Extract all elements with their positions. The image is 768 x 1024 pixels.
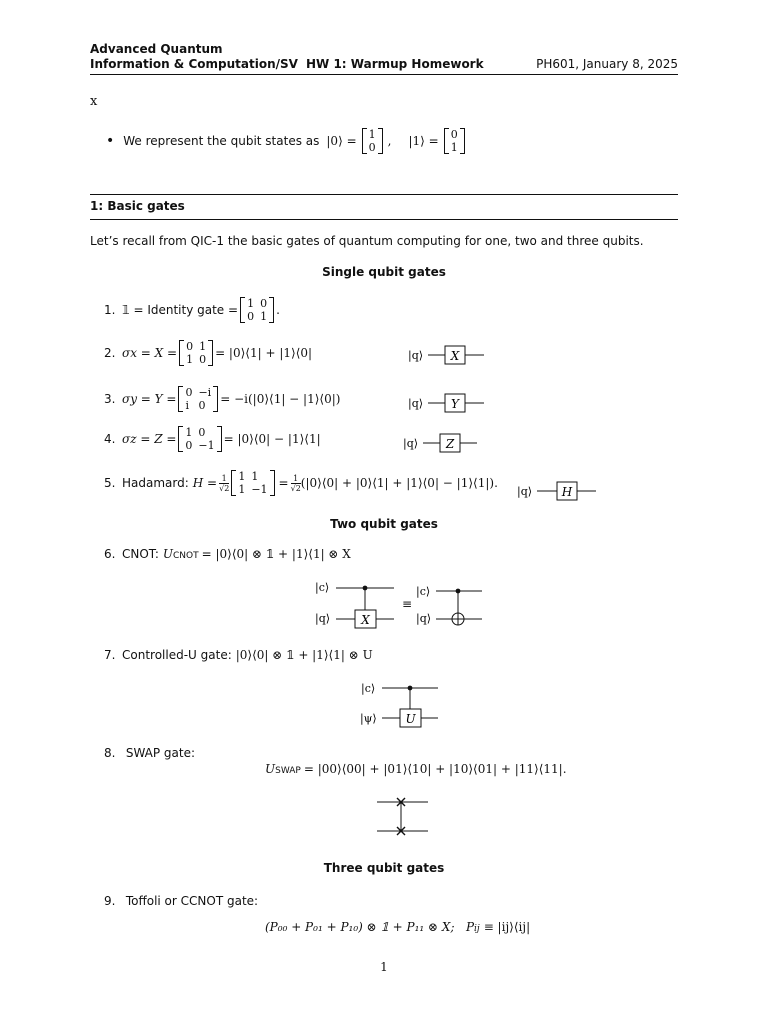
matrix-cell: i [185, 399, 189, 412]
h-gate-circuit [512, 478, 602, 504]
matrix-cell: 1 [247, 297, 255, 310]
qubit-label: |q⟩ [408, 397, 424, 410]
y-gate-label: Y [451, 397, 459, 411]
matrix-cell: 1 [260, 310, 268, 323]
swap-formula-rest: = |00⟩⟨00| + |01⟩⟨10| + |10⟩⟨01| + |11⟩⟨11|. [303, 762, 567, 776]
toffoli-formula-main: (P₀₀ + P₀₁ + P₁₀) ⊗ 𝟙 + P₁₁ ⊗ X; P [265, 920, 475, 934]
swap-subscript: SWAP [275, 766, 301, 776]
z-gate-label: Z [445, 437, 455, 451]
controlled-u-label: Controlled-U gate: [122, 648, 232, 662]
matrix-cell: 0 [185, 386, 193, 399]
header-rule [90, 74, 678, 75]
qubit-label: |q⟩ [403, 437, 419, 450]
matrix-cell: 1 [186, 353, 194, 366]
controlled-u-circuit [358, 676, 448, 732]
controlled-u-formula: |0⟩⟨0| ⊗ 𝟙 + |1⟩⟨1| ⊗ U [235, 648, 373, 662]
equivalence-sign: ≡ [402, 597, 413, 611]
toffoli-subscript: ij [474, 924, 480, 934]
toffoli-formula [265, 920, 530, 934]
matrix-cell: 0 [368, 141, 376, 154]
pauli-y-rhs: = −i(|0⟩⟨1| − |1⟩⟨0|) [220, 392, 341, 406]
homework-title: HW 1: Warmup Homework [306, 57, 484, 71]
item-number: 6. [104, 547, 116, 561]
ket1-label: |1⟩ = [408, 134, 439, 148]
stray-x: x [90, 94, 98, 109]
matrix-cell: 1 [185, 426, 193, 439]
item-number: 3. [104, 392, 116, 406]
fraction-denominator: √2 [219, 483, 230, 493]
subsection-three-qubit: Three qubit gates [323, 861, 445, 875]
item-number: 9. [104, 894, 116, 908]
control-dot [363, 586, 368, 591]
target-label: |q⟩ [416, 612, 432, 625]
hadamard-label: Hadamard: [122, 476, 189, 490]
item-number: 4. [104, 432, 116, 446]
page-number: 1 [380, 960, 388, 974]
section-intro: Let’s recall from QIC-1 the basic gates of quantum computing for one, two and three qubits. [90, 234, 644, 248]
hadamard-matrix [231, 470, 274, 496]
qubit-label: |q⟩ [517, 485, 533, 498]
x-gate-label: X [450, 349, 460, 363]
item-pauli-y [104, 386, 340, 412]
section-title: 1: Basic gates [90, 199, 185, 213]
matrix-cell: 0 [450, 128, 458, 141]
item-number: 1. [104, 303, 116, 317]
pauli-x-matrix [179, 340, 213, 366]
matrix-cell: 0 [198, 426, 206, 439]
cnot-circuit [312, 576, 492, 632]
course-name-line2: Information & Computation/SV [90, 57, 298, 71]
matrix-cell: 0 [186, 340, 194, 353]
control-label: |c⟩ [361, 682, 376, 695]
subsection-two-qubit: Two qubit gates [330, 517, 438, 531]
toffoli-formula-rest: ≡ |ij⟩⟨ij| [483, 920, 531, 934]
pauli-z-rhs: = |0⟩⟨0| − |1⟩⟨1| [223, 432, 321, 446]
control-dot [408, 686, 413, 691]
cnot-formula-rest: = |0⟩⟨0| ⊗ 𝟙 + |1⟩⟨1| ⊗ X [201, 547, 351, 561]
bullet-dot: • [106, 133, 115, 149]
hadamard-lhs: H = [192, 476, 218, 490]
u-gate-label: U [405, 712, 416, 726]
hadamard-fraction-2 [291, 474, 301, 493]
item-toffoli [104, 894, 258, 908]
ket0-matrix [362, 128, 383, 154]
matrix-cell: 1 [450, 141, 458, 154]
matrix-cell: −i [198, 386, 212, 399]
matrix-cell: 1 [238, 483, 246, 496]
item-hadamard: 5. Hadamard: H = $\frac{1}{√2}$ 1 1 1 −1 = $\frac{1}{√2}$ (|0⟩⟨0| + |0⟩⟨1| + |1⟩⟨0| − |1⟩⟨1|). [104, 470, 498, 496]
pauli-x-lhs: σx = X = [122, 346, 178, 360]
ket0-label: |0⟩ = [326, 134, 357, 148]
identity-lhs: 𝟙 = Identity gate = [122, 303, 239, 317]
fraction-numerator: 1 [219, 474, 229, 484]
fraction-denominator: √2 [290, 483, 301, 493]
target-label: |ψ⟩ [360, 712, 377, 725]
matrix-cell: 0 [260, 297, 268, 310]
item-number: 8. [104, 746, 116, 760]
swap-label: SWAP gate: [125, 746, 196, 760]
control-label: |c⟩ [315, 581, 330, 594]
matrix-cell: 1 [368, 128, 376, 141]
item-controlled-u [104, 648, 373, 662]
fraction-numerator: 1 [291, 474, 301, 484]
item-pauli-x [104, 340, 312, 366]
item-identity [104, 297, 280, 323]
h-gate-label: H [561, 485, 573, 499]
matrix-cell: 0 [247, 310, 255, 323]
identity-tail: . [276, 303, 280, 317]
matrix-cell: 1 [251, 470, 259, 483]
y-gate-circuit [408, 394, 484, 412]
course-name-line1: Advanced Quantum [90, 42, 223, 56]
swap-circuit [374, 796, 434, 838]
cnot-subscript: CNOT [172, 551, 199, 561]
matrix-cell: −1 [198, 439, 215, 452]
pauli-y-lhs: σy = Y = [122, 392, 177, 406]
x-gate-circuit [408, 346, 484, 364]
control-label: |c⟩ [416, 585, 431, 598]
matrix-cell: 1 [199, 340, 207, 353]
ket1-matrix [444, 128, 465, 154]
identity-matrix [240, 297, 274, 323]
cnot-x-label: X [361, 613, 370, 627]
bullet-text: We represent the qubit states as [123, 134, 320, 148]
hadamard-fraction [219, 474, 229, 493]
course-date: PH601, January 8, 2025 [536, 57, 678, 71]
matrix-cell: 1 [238, 470, 246, 483]
pauli-x-rhs: = |0⟩⟨1| + |1⟩⟨0| [215, 346, 313, 360]
cnot-formula-u: U [162, 547, 173, 561]
hadamard-rhs: (|0⟩⟨0| + |0⟩⟨1| + |1⟩⟨0| − |1⟩⟨1|). [300, 476, 498, 490]
swap-formula [265, 762, 567, 776]
qubit-label: |q⟩ [408, 349, 424, 362]
qubit-states-bullet: • We represent the qubit states as |0⟩ = 1 0 , |1⟩ = 0 1 [106, 128, 467, 154]
swap-formula-u: U [265, 762, 276, 776]
item-number: 5. [104, 476, 116, 490]
item-pauli-z [104, 426, 321, 452]
item-number: 7. [104, 648, 116, 662]
matrix-cell: 0 [199, 353, 207, 366]
section-rule-bottom [90, 219, 678, 220]
z-gate-circuit [403, 434, 477, 452]
item-swap [104, 746, 195, 760]
section-rule-top [90, 194, 678, 195]
pauli-z-matrix [178, 426, 221, 452]
matrix-cell: 0 [198, 399, 206, 412]
target-label: |q⟩ [315, 612, 331, 625]
item-number: 2. [104, 346, 116, 360]
pauli-z-lhs: σz = Z = [122, 432, 177, 446]
pauli-y-matrix [178, 386, 218, 412]
toffoli-label: Toffoli or CCNOT gate: [125, 894, 259, 908]
matrix-cell: −1 [251, 483, 268, 496]
item-cnot [104, 547, 351, 561]
control-dot [456, 589, 461, 594]
subsection-single-qubit: Single qubit gates [322, 265, 446, 279]
cnot-label: CNOT: [122, 547, 159, 561]
matrix-cell: 0 [185, 439, 193, 452]
